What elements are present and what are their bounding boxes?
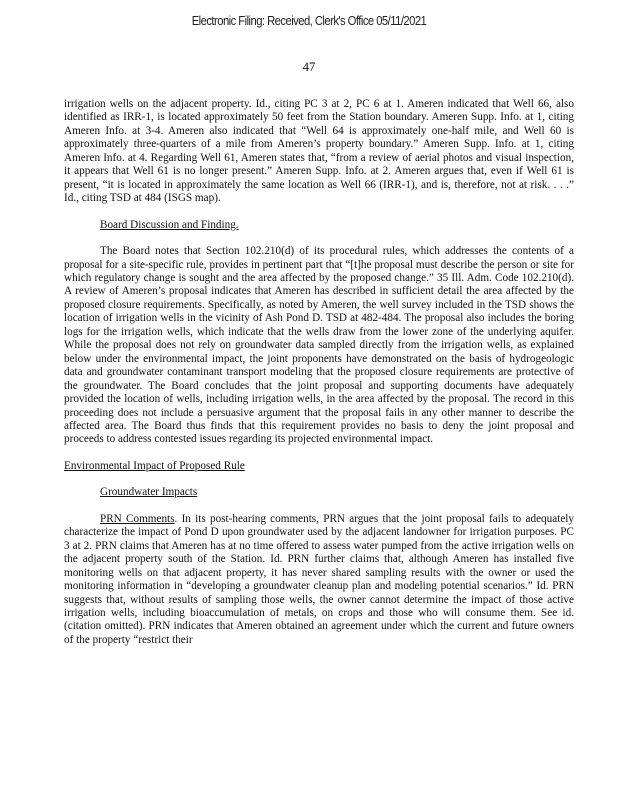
heading-environmental-impact: Environmental Impact of Proposed Rule bbox=[64, 459, 245, 472]
document-body bbox=[64, 98, 574, 647]
paragraph-wells: irrigation wells on the adjacent property. Id., citing PC 3 at 2, PC 6 at 1. Ameren indicated that Well 66, also identified as IRR-1, is located approximately 50 feet from the Station boundary. Ameren Supp. Info. at 1, citing Ameren Info. at 3-4. Ameren also indicated that “Well 64 is approximately one-half mile, and Well 60 is approximately three-quarters of a mile from Ameren’s property boundary.” Ameren Supp. Info. at 1, citing Ameren Info. at 4. Regarding Well 61, Ameren states that, “from a review of aerial photos and visual inspection, it appears that Well 61 is no longer present.” Ameren Supp. Info. at 2. Ameren argues that, even if Well 61 is present, “it is located in approximately the same location as Well 66 (IRR-1), and is, therefore, not at risk. . . .” Id., citing TSD at 484 (ISGS map). bbox=[64, 98, 574, 205]
paragraph-board-finding: The Board notes that Section 102.210(d) of its procedural rules, which addresses the contents of a proposal for a site-specific rule, provides in pertinent part that “[t]he proposal must describe the person or site for which regulatory change is sought and the area affected by the proposed change.” 35 Ill. Adm. Code 102.210(d). A review of Ameren’s proposal indicates that Ameren has described in sufficient detail the area affected by the proposed closure requirements. Specifically, as noted by Ameren, the well survey included in the TSD shows the location of irrigation wells in the vicinity of Ash Pond D. TSD at 482-484. The proposal also includes the boring logs for the irrigation wells, which indicate that the wells draw from the lower zone of the underlying aquifer. While the proposal does not rely on groundwater data sampled directly from the irrigation wells, as explained below under the environmental impact, the joint proponents have demonstrated on the basis of hydrogeologic data and groundwater contaminant transport modeling that the proposed closure requirements are protective of the groundwater. The Board concludes that the joint proposal and supporting documents have adequately provided the location of wells, including irrigation wells, in the area affected by the proposal. The record in this proceeding does not include a persuasive argument that the proposal fails in any other manner to describe the affected area. The Board thus finds that this requirement provides no basis to deny the joint proposal and proceeds to address contested issues regarding its projected environmental impact. bbox=[64, 245, 574, 446]
page-number: 47 bbox=[302, 60, 316, 74]
prn-comments-label: PRN Comments bbox=[100, 512, 175, 525]
heading-groundwater-impacts: Groundwater Impacts bbox=[100, 486, 198, 499]
filing-stamp: Electronic Filing: Received, Clerk's Office 05/11/2021 bbox=[191, 14, 427, 28]
prn-comments-text: . In its post-hearing comments, PRN argues that the joint proposal fails to adequately characterize the impact of Pond D upon groundwater used by the adjacent landowner for irrigation purposes. PC 3 at 2. PRN claims that Ameren has at no time offered to assess water pumped from the active irrigation wells on the adjacent property south of the Station. Id. PRN further claims that, although Ameren has installed five monitoring wells on that adjacent property, it has never shared sampling results with the owner or used the monitoring information in “developing a groundwater cleanup plan and modeling potential scenarios.” Id. PRN suggests that, without results of sampling those wells, the owner cannot determine the impact of those active irrigation wells, including bioaccumulation of metals, on crops and those who will consume them. See id. (citation omitted). PRN indicates that Ameren obtained an agreement under which the current and future owners of the property “restrict their bbox=[64, 512, 574, 646]
paragraph-prn-comments bbox=[64, 513, 574, 648]
heading-board-discussion: Board Discussion and Finding. bbox=[100, 218, 239, 231]
